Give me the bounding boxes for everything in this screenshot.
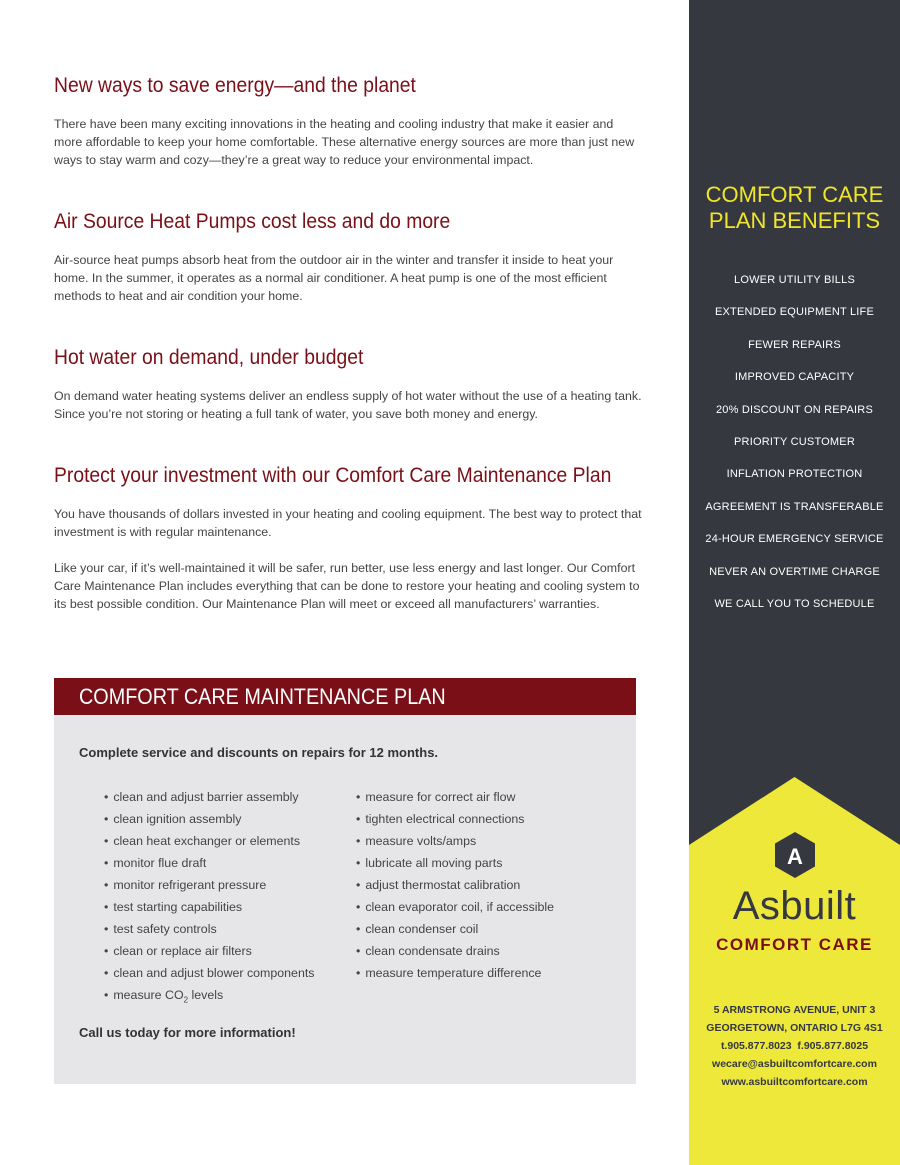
list-item: • clean condensate drains (356, 940, 554, 962)
plan-intro: Complete service and discounts on repairs for 12 months. (79, 745, 439, 760)
section-paragraph: Like your car, if it’s well-maintained it will be safer, run better, use less energy and last longer. Our Comfort Care Maintenance Plan includes everything that can be done to restore your heating and cooling system to its best possible condition. Our Maintenance Plan will meet or exceed all manufacturers’ warranties. (54, 561, 640, 611)
section-protect-investment (54, 464, 644, 613)
list-item: • clean or replace air filters (104, 940, 314, 962)
benefit-item: EXTENDED EQUIPMENT LIFE (714, 306, 875, 319)
list-item: • clean and adjust blower components (104, 962, 314, 984)
benefit-item: AGREEMENT IS TRANSFERABLE (705, 500, 884, 513)
plan-list-right (356, 786, 554, 984)
list-item: • test starting capabilities (104, 896, 314, 918)
list-item: • clean and adjust barrier assembly (104, 786, 314, 808)
benefits-sidebar (689, 0, 900, 1165)
list-item-co2: • measure $CO_2$ levels (104, 984, 314, 1011)
benefit-item: WE CALL YOU TO SCHEDULE (714, 597, 875, 610)
benefit-item: INFLATION PROTECTION (726, 468, 863, 481)
section-save-energy (54, 74, 644, 169)
section-heading: Hot water on demand, under budget (54, 346, 364, 369)
section-paragraph: There have been many exciting innovations in the heating and cooling industry that make it easier and more affordable to keep your home comfortable. These alternative energy sources are more than just new ways to stay warm and cozy—they’re a great way to reduce your environmental impact. (54, 117, 635, 167)
benefit-item: NEVER AN OVERTIME CHARGE (709, 565, 880, 578)
plan-list-left (104, 786, 314, 1011)
website-link[interactable]: www.asbuiltcomfortcare.com (721, 1076, 868, 1088)
address-line: 5 ARMSTRONG AVENUE, UNIT 3 (713, 1004, 876, 1016)
section-paragraph: On demand water heating systems deliver an endless supply of hot water without the use of a heating tank. Since you’re not storing or heating a full tank of water, you save both money and energy. (54, 389, 642, 421)
list-item: • monitor flue draft (104, 852, 314, 874)
list-item: • clean heat exchanger or elements (104, 830, 314, 852)
plan-call-to-action: Call us today for more information! (79, 1025, 296, 1040)
list-item: • clean evaporator coil, if accessible (356, 896, 554, 918)
section-paragraph: Air-source heat pumps absorb heat from the outdoor air in the winter and transfer it inside to heat your home. In the summer, it operates as a normal air conditioner. A heat pump is one of the most efficient methods to heat and air condition your home. (54, 253, 614, 303)
list-item: • adjust thermostat calibration (356, 874, 554, 896)
phone-line: t.905.877.8023 f.905.877.8025 (720, 1040, 869, 1052)
list-item: • tighten electrical connections (356, 808, 554, 830)
logo-letter: A (787, 844, 803, 869)
address-line: GEORGETOWN, ONTARIO L7G 4S1 (706, 1022, 883, 1034)
list-item: • clean condenser coil (356, 918, 554, 940)
plan-header: COMFORT CARE MAINTENANCE PLAN (54, 678, 636, 715)
logo-hexagon-icon (773, 831, 817, 879)
email-link[interactable]: wecare@asbuiltcomfortcare.com (712, 1058, 877, 1070)
section-heading: New ways to save energy—and the planet (54, 74, 416, 97)
benefit-item: PRIORITY CUSTOMER (734, 435, 855, 448)
section-heading: Protect your investment with our Comfort Care Maintenance Plan (54, 464, 612, 487)
section-paragraph: You have thousands of dollars invested in your heating and cooling equipment. The best way to protect that investment is with regular maintenance. (54, 507, 642, 539)
sidebar-title: COMFORT CARE PLAN BENEFITS (705, 182, 884, 233)
list-item: • measure volts/amps (356, 830, 554, 852)
benefit-item: 24-HOUR EMERGENCY SERVICE (705, 533, 884, 546)
benefit-item: IMPROVED CAPACITY (734, 371, 855, 384)
list-item: • measure for correct air flow (356, 786, 554, 808)
list-item: • monitor refrigerant pressure (104, 874, 314, 896)
maintenance-plan-box (54, 678, 636, 1084)
logo-wordmark: Asbuilt (732, 884, 857, 928)
section-heat-pumps (54, 210, 644, 305)
list-item: • measure temperature difference (356, 962, 554, 984)
benefit-item: LOWER UTILITY BILLS (734, 274, 855, 286)
logo-subtitle: COMFORT CARE (716, 935, 873, 954)
list-item: • clean ignition assembly (104, 808, 314, 830)
section-hot-water (54, 346, 644, 423)
contact-address (689, 1001, 900, 1091)
list-item: • test safety controls (104, 918, 314, 940)
benefits-list (689, 270, 900, 626)
benefit-item: 20% DISCOUNT ON REPAIRS (715, 403, 873, 416)
benefit-item: FEWER REPAIRS (748, 338, 841, 351)
section-heading: Air Source Heat Pumps cost less and do more (54, 210, 451, 233)
list-item: • lubricate all moving parts (356, 852, 554, 874)
